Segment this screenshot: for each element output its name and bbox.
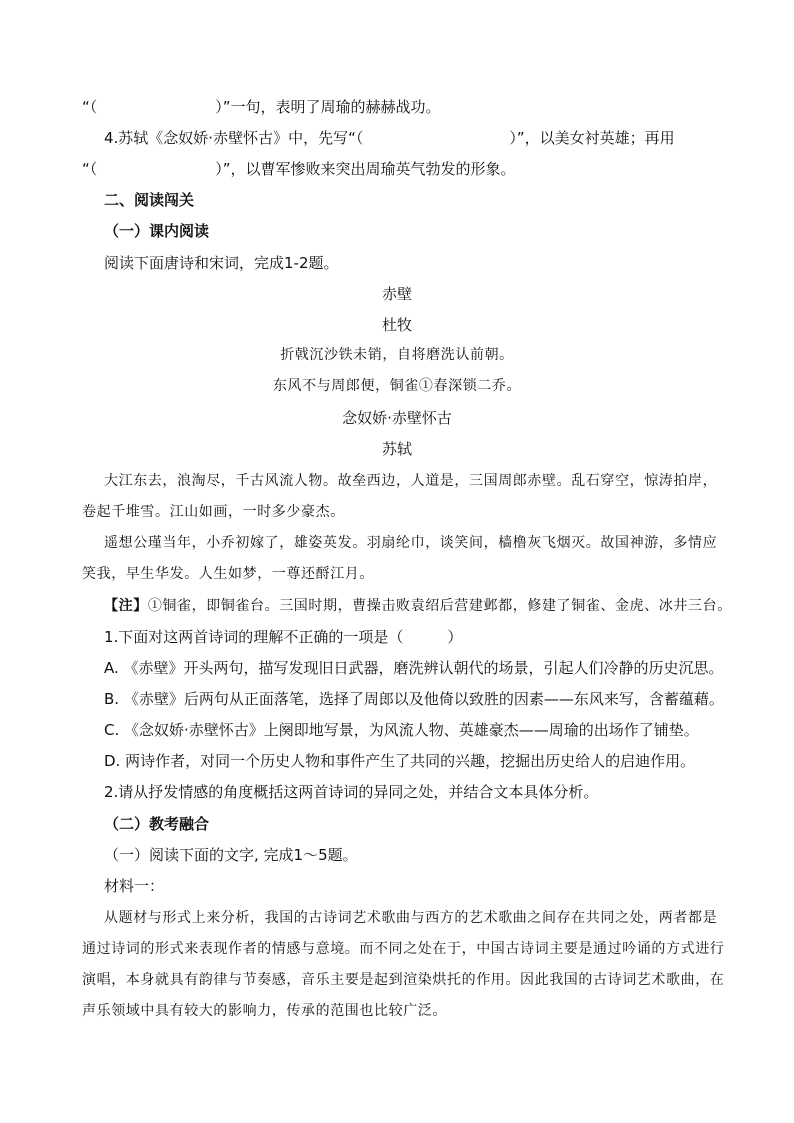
option-c: C. 《念奴娇·赤壁怀古》上阕即地写景，为风流人物、英雄豪杰——周瑜的出场作了铺垫。: [104, 721, 699, 739]
poem-line: 东风不与周郎便，铜雀①春深锁二乔。: [272, 378, 522, 394]
poem-title: 赤壁: [381, 285, 412, 303]
ci-line: 大江东去，浪淘尽，千古风流人物。故垒西边，人道是，三国周郎赤壁。乱石穿空，惊涛拍岸，: [104, 473, 718, 489]
material-paragraph-line: 声乐领域中具有较大的影响力，传承的范围也比较广泛。: [82, 1003, 447, 1019]
question-stem-text: 1.下面对这两首诗词的理解不正确的一项是（: [104, 628, 404, 646]
option-d: D. 两诗作者，对同一个历史人物和事件产生了共同的兴趣，挖掘出历史给人的启迪作用。: [104, 752, 696, 770]
q4-line-1: [104, 128, 675, 148]
blank-open: “（: [82, 160, 98, 178]
question-2: 2.请从抒发情感的角度概括这两首诗词的异同之处，并结合文本具体分析。: [104, 783, 599, 801]
material-paragraph-line: 从题材与形式上来分析，我国的古诗词艺术歌曲与西方的艺术歌曲之间存在共同之处，两者都是: [104, 910, 718, 926]
option-b: B. 《赤壁》后两句从正面落笔，选择了周郎以及他倚以致胜的因素——东风来写，含蓄蕴藉。: [104, 690, 724, 708]
section-heading: 二、阅读闯关: [104, 191, 195, 209]
material-label: 材料一：: [104, 877, 165, 895]
blank-close: ）”，以曹军惨败来突出周瑜英气勃发的形象。: [215, 160, 516, 178]
reading-instruction-2: （一）阅读下面的文字, 完成1～5题。: [104, 846, 358, 864]
ci-line: 遥想公瑾当年，小乔初嫁了，雄姿英发。羽扇纶巾，谈笑间，樯橹灰飞烟灭。故国神游，多情应: [104, 535, 718, 551]
q4-text-a: 4.苏轼《念奴娇·赤壁怀古》中，先写“（: [104, 129, 364, 147]
material-paragraph-line: 演唱，本身就具有韵律与节奏感，音乐主要是起到渲染烘托的作用。因此我国的古诗词艺术歌曲，在: [82, 972, 725, 988]
option-a: A. 《赤壁》开头两句，描写发现旧日武器，磨洗辨认朝代的场景，引起人们冷静的历史沉思。: [104, 659, 724, 677]
reading-instruction: 阅读下面唐诗和宋词，完成1-2题。: [104, 254, 339, 272]
material-paragraph-line: 通过诗词的形式来表现作者的情感与意境。而不同之处在于，中国古诗词主要是通过吟诵的方式进行: [82, 941, 725, 957]
footnote: [104, 596, 732, 616]
q4-text-b: ）”，以美女衬英雄；再用: [509, 129, 675, 147]
ci-line: 笑我，早生华发。人生如梦，一尊还酹江月。: [82, 566, 374, 582]
poem-author: 苏轼: [381, 440, 412, 458]
subsection-heading-1: （一）课内阅读: [104, 222, 210, 240]
ci-line: 卷起千堆雪。江山如画，一时多少豪杰。: [82, 504, 345, 520]
q4-line-2: [82, 159, 516, 179]
poem-title: 念奴娇·赤壁怀古: [342, 409, 452, 427]
blank-open: “（: [82, 98, 98, 116]
footnote-text: ①铜雀，即铜雀台。三国时期，曹操击败袁绍后营建邺都，修建了铜雀、金虎、冰井三台。: [147, 598, 732, 614]
question-stem: [104, 627, 462, 647]
poem-author: 杜牧: [381, 316, 412, 334]
blank-close: ）”一句，表明了周瑜的赫赫战功。: [215, 98, 441, 116]
footnote-label: 【注】: [104, 598, 148, 614]
subsection-heading-2: （二）教考融合: [104, 815, 210, 833]
poem-line: 折戟沉沙铁未销，自将磨洗认前朝。: [280, 347, 514, 363]
q3-tail-line: [82, 97, 441, 117]
question-stem-close: ）: [447, 628, 463, 646]
